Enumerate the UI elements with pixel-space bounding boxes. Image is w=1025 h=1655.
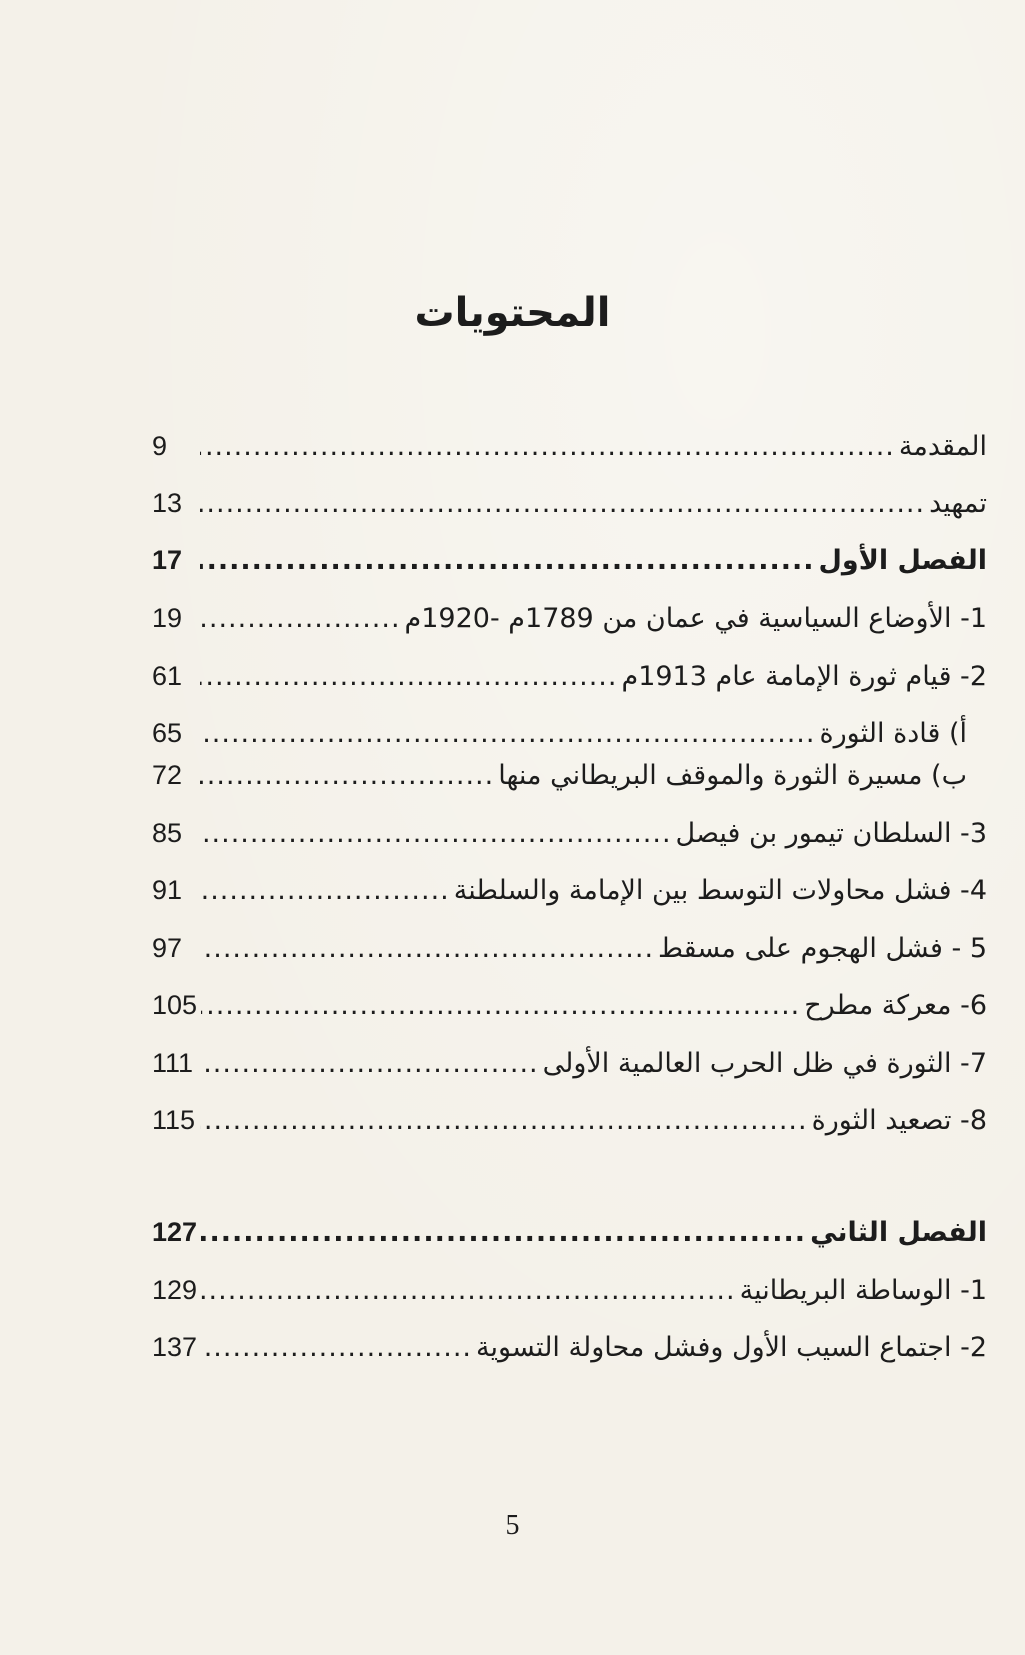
toc-entry-label: 7- الثورة في ظل الحرب العالمية الأولى [542,1048,987,1079]
dot-leader [200,1100,808,1142]
toc-entry-1-5 [152,927,987,969]
toc-entry-label: 1- الأوضاع السياسية في عمان من 1789م -1920م [404,603,987,634]
dot-leader [200,870,450,912]
toc-entry-page: 9 [152,431,168,461]
toc-entry-label: 3- السلطان تيمور بن فيصل [675,818,987,849]
toc-entry-page: 111 [152,1048,194,1078]
toc-entry-1-3 [152,812,987,854]
dot-leader [200,426,895,468]
toc-entry-label: 4- فشل محاولات التوسط بين الإمامة والسلطنة [453,875,987,906]
toc-entry-1-8 [152,1099,987,1141]
dot-leader [201,985,800,1027]
toc-entry-page: 91 [152,875,183,905]
toc-entry-1-4 [152,869,987,911]
toc-entry-label: المقدمة [898,431,987,462]
toc-entry-label: 1- الوساطة البريطانية [739,1275,987,1306]
dot-leader [200,656,617,698]
toc-entry-introduction [152,425,987,467]
page-title: المحتويات [414,290,611,336]
dot-leader [200,1043,539,1085]
toc-entry-label: تمهيد [929,488,987,519]
page-number: 5 [505,1510,520,1541]
toc-entry-page: 105 [152,990,198,1020]
toc-entry-page: 17 [152,545,183,575]
dot-leader [201,1212,806,1254]
toc-entry-label: الفصل الأول [818,545,987,576]
dot-leader [201,1270,736,1312]
toc-entry-1-7 [152,1042,987,1084]
toc-entry-1-2 [152,655,987,697]
toc-entry-1-6 [152,984,987,1026]
dot-leader [200,928,654,970]
toc-entry-page: 13 [152,488,183,518]
toc-entry-page: 65 [152,718,183,748]
toc-entry-page: 19 [152,603,183,633]
toc-entry-page: 85 [152,818,183,848]
toc-entry-2-1 [152,1269,987,1311]
toc-entry-1-1 [152,597,987,639]
toc-entry-1-2-a [152,712,987,754]
toc-entry-page: 137 [152,1332,198,1362]
toc-entry-page: 72 [152,760,183,790]
toc-entry-preface [152,482,987,524]
toc-entry-1-2-b [152,754,987,796]
toc-entry-chapter-one [152,539,987,581]
dot-leader [200,540,815,582]
toc-entry-chapter-two [152,1211,987,1253]
toc-entry-label: 6- معركة مطرح [804,990,987,1021]
toc-entry-label: 5 - فشل الهجوم على مسقط [658,933,987,964]
toc-entry-label: الفصل الثاني [810,1217,987,1248]
dot-leader [200,813,672,855]
toc-entry-page: 129 [152,1275,198,1305]
toc-entry-label: 2- اجتماع السيب الأول وفشل محاولة التسوية [476,1332,987,1363]
toc-entry-label: 2- قيام ثورة الإمامة عام 1913م [621,661,987,692]
toc-entry-2-2 [152,1326,987,1368]
toc-entry-label: 8- تصعيد الثورة [811,1105,987,1136]
dot-leader [200,713,815,755]
toc-entry-page: 97 [152,933,183,963]
dot-leader [200,598,401,640]
toc-entry-page: 127 [152,1217,198,1247]
dot-leader [201,1327,472,1369]
dot-leader [200,483,925,525]
toc-entry-page: 61 [152,661,183,691]
toc-entry-page: 115 [152,1105,196,1135]
toc-entry-label: أ) قادة الثورة [819,718,967,749]
toc-entry-label: ب) مسيرة الثورة والموقف البريطاني منها [498,760,967,791]
dot-leader [200,755,494,797]
